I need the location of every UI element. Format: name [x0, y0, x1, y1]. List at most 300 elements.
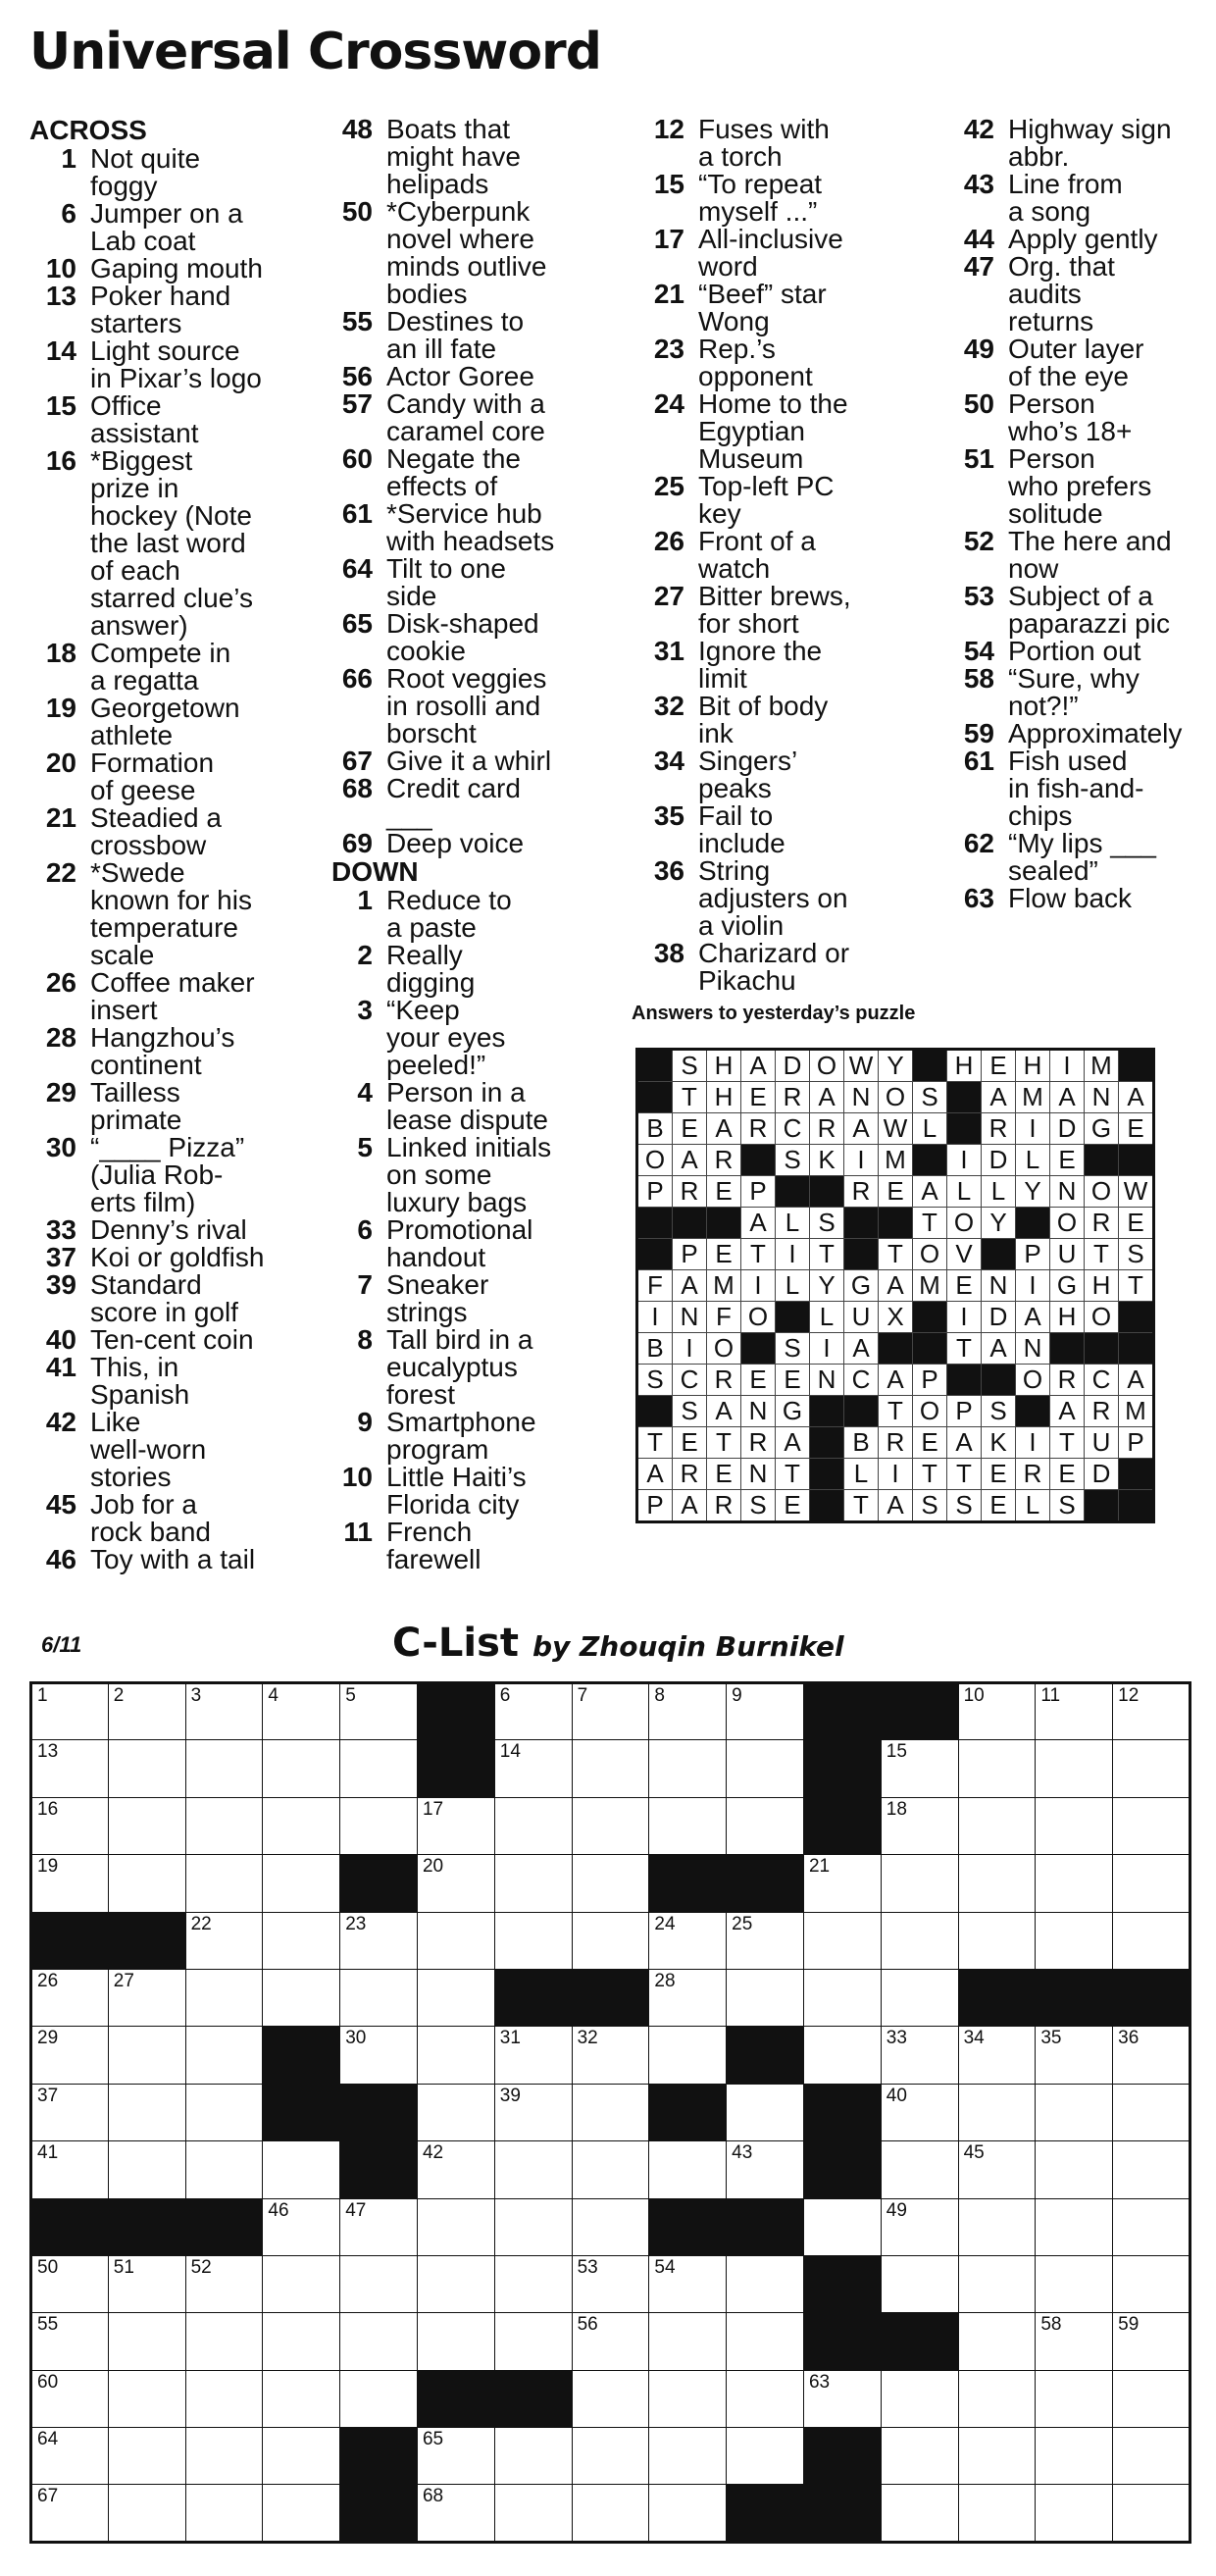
grid-black-cell — [881, 2313, 958, 2370]
clue-text — [386, 1271, 626, 1326]
grid-cell[interactable] — [417, 2313, 494, 2370]
clue — [637, 693, 932, 747]
clue — [331, 1464, 626, 1519]
grid-cell[interactable] — [881, 1912, 958, 1969]
grid-cell[interactable] — [185, 2084, 263, 2140]
grid-cell[interactable] — [1036, 2255, 1113, 2312]
grid-row — [31, 2027, 1191, 2084]
grid-cell[interactable] — [340, 1740, 418, 1797]
clue-number: 8 — [357, 1324, 373, 1355]
grid-cell[interactable] — [1036, 2370, 1113, 2427]
grid-cell[interactable] — [958, 1797, 1036, 1854]
grid-cell[interactable] — [494, 2313, 572, 2370]
grid-cell[interactable] — [881, 1969, 958, 2026]
clue-line: Spanish — [90, 1379, 190, 1410]
grid-cell[interactable] — [263, 2198, 340, 2255]
grid-cell[interactable] — [958, 1855, 1036, 1912]
clue-line: Koi or goldfish — [90, 1242, 265, 1272]
grid-cell[interactable] — [727, 2428, 804, 2485]
clue-text — [90, 447, 314, 640]
grid-cell[interactable] — [31, 2084, 109, 2140]
grid-cell[interactable] — [31, 2370, 109, 2427]
grid-cell[interactable] — [1113, 2485, 1191, 2542]
grid-cell[interactable] — [1036, 2485, 1113, 2542]
grid-cell[interactable] — [417, 2428, 494, 2485]
grid-cell[interactable] — [31, 2313, 109, 2370]
answers-letter-cell: H — [1016, 1050, 1050, 1082]
grid-cell[interactable] — [803, 2027, 881, 2084]
grid-cell[interactable] — [31, 2485, 109, 2542]
grid-cell[interactable] — [494, 1912, 572, 1969]
clue-line: paparazzi pic — [1008, 608, 1170, 639]
grid-cell-number: 12 — [1118, 1685, 1140, 1706]
grid-cell[interactable] — [727, 2370, 804, 2427]
answers-letter-cell: O — [913, 1239, 947, 1270]
grid-cell[interactable] — [263, 2485, 340, 2542]
grid-cell[interactable] — [108, 2428, 185, 2485]
clue-line: Office — [90, 390, 162, 421]
grid-cell[interactable] — [572, 2141, 649, 2198]
clue-text — [90, 1244, 314, 1271]
clue — [331, 747, 626, 775]
answers-black-cell — [810, 1427, 844, 1459]
grid-cell[interactable] — [340, 1912, 418, 1969]
clue-number: 28 — [45, 1022, 76, 1053]
grid-cell[interactable] — [494, 1855, 572, 1912]
grid-cell[interactable] — [727, 2255, 804, 2312]
grid-cell[interactable] — [1036, 2084, 1113, 2140]
answers-letter-cell: G — [1085, 1113, 1119, 1145]
grid-cell[interactable] — [494, 2084, 572, 2140]
clue-line: for short — [698, 608, 799, 639]
answers-row — [637, 1270, 1154, 1302]
grid-cell[interactable] — [1036, 1855, 1113, 1912]
clue — [29, 749, 314, 804]
clue-line: “Sure, why — [1008, 663, 1140, 694]
grid-cell[interactable] — [649, 2313, 727, 2370]
answers-letter-cell: T — [1050, 1427, 1085, 1459]
grid-cell[interactable] — [263, 2428, 340, 2485]
grid-cell[interactable] — [649, 2428, 727, 2485]
grid-black-cell — [108, 2198, 185, 2255]
clue-number: 23 — [653, 334, 684, 364]
grid-cell[interactable] — [727, 2313, 804, 2370]
grid-cell[interactable] — [1036, 2313, 1113, 2370]
grid-cell[interactable] — [1113, 2027, 1191, 2084]
grid-cell[interactable] — [881, 2255, 958, 2312]
clue-line: forest — [386, 1379, 456, 1410]
grid-cell[interactable] — [1036, 1912, 1113, 1969]
grid-cell[interactable] — [958, 2198, 1036, 2255]
grid-cell[interactable] — [340, 2370, 418, 2427]
grid-cell[interactable] — [958, 2313, 1036, 2370]
grid-cell[interactable] — [1113, 1912, 1191, 1969]
grid-cell[interactable] — [727, 1740, 804, 1797]
clue — [637, 802, 932, 857]
grid-cell[interactable] — [958, 2370, 1036, 2427]
grid-cell[interactable] — [1036, 1683, 1113, 1740]
grid-black-cell — [340, 1855, 418, 1912]
grid-cell[interactable] — [31, 2141, 109, 2198]
grid-cell-number: 39 — [499, 2085, 521, 2106]
grid-cell[interactable] — [263, 1683, 340, 1740]
grid-cell[interactable] — [263, 1740, 340, 1797]
grid-cell[interactable] — [1113, 2084, 1191, 2140]
clue-line: cookie — [386, 636, 466, 666]
clue-line: Ten-cent coin — [90, 1324, 254, 1355]
clue-text — [386, 198, 626, 308]
grid-cell[interactable] — [803, 1912, 881, 1969]
answers-letter-cell: M — [707, 1270, 741, 1302]
grid-cell[interactable] — [185, 1683, 263, 1740]
clue — [947, 583, 1214, 638]
grid-cell[interactable] — [108, 1797, 185, 1854]
grid-cell[interactable] — [494, 2255, 572, 2312]
grid-cell[interactable] — [417, 2255, 494, 2312]
grid-cell[interactable] — [881, 2198, 958, 2255]
grid-cell[interactable] — [340, 2255, 418, 2312]
grid-cell[interactable] — [31, 1740, 109, 1797]
grid-cell[interactable] — [881, 1797, 958, 1854]
grid-cell[interactable] — [1036, 2428, 1113, 2485]
grid-cell[interactable] — [263, 1797, 340, 1854]
clue-line: Fish used — [1008, 746, 1128, 776]
clue — [947, 885, 1214, 912]
grid-cell[interactable] — [727, 1969, 804, 2026]
grid-cell[interactable] — [727, 2141, 804, 2198]
grid-cell[interactable] — [1113, 2198, 1191, 2255]
grid-cell[interactable] — [108, 2084, 185, 2140]
clue-number: 37 — [45, 1242, 76, 1272]
grid-cell[interactable] — [1113, 2141, 1191, 2198]
grid-cell[interactable] — [803, 2198, 881, 2255]
grid-cell[interactable] — [1113, 1797, 1191, 1854]
answers-letter-cell: K — [982, 1427, 1016, 1459]
grid-cell[interactable] — [881, 2370, 958, 2427]
grid-cell[interactable] — [958, 2255, 1036, 2312]
clue-line: myself ...” — [698, 196, 818, 227]
clue-line: erts film) — [90, 1187, 196, 1217]
grid-cell[interactable] — [649, 2141, 727, 2198]
grid-cell[interactable] — [958, 2485, 1036, 2542]
clue-number: 56 — [341, 361, 373, 391]
grid-cell[interactable] — [881, 2485, 958, 2542]
grid-cell[interactable] — [340, 2198, 418, 2255]
grid-cell[interactable] — [803, 1855, 881, 1912]
grid-cell[interactable] — [803, 2370, 881, 2427]
clue — [331, 1134, 626, 1216]
crossword-grid — [29, 1681, 1191, 2544]
clue-line: stories — [90, 1462, 172, 1492]
clue-text — [1008, 445, 1214, 528]
clue-number: 29 — [45, 1077, 76, 1108]
grid-cell[interactable] — [31, 2027, 109, 2084]
clue-text — [386, 747, 626, 775]
grid-cell[interactable] — [417, 2485, 494, 2542]
grid-cell[interactable] — [958, 2084, 1036, 2140]
grid-cell[interactable] — [1113, 2428, 1191, 2485]
grid-cell[interactable] — [958, 1912, 1036, 1969]
grid-cell[interactable] — [803, 1969, 881, 2026]
clue-line: with headsets — [386, 526, 555, 556]
clue — [947, 665, 1214, 720]
answers-letter-cell: D — [982, 1145, 1016, 1176]
grid-cell[interactable] — [417, 1912, 494, 1969]
clue-number: 1 — [61, 143, 76, 174]
grid-cell[interactable] — [417, 1855, 494, 1912]
clue-line: Bit of body — [698, 691, 829, 721]
grid-cell[interactable] — [108, 1740, 185, 1797]
grid-cell[interactable] — [31, 2428, 109, 2485]
clue — [947, 335, 1214, 390]
grid-cell[interactable] — [1113, 1740, 1191, 1797]
grid-cell[interactable] — [340, 1969, 418, 2026]
grid-black-cell — [417, 1740, 494, 1797]
grid-row — [31, 1969, 1191, 2026]
grid-cell[interactable] — [649, 2255, 727, 2312]
grid-cell[interactable] — [108, 2141, 185, 2198]
grid-cell[interactable] — [649, 2370, 727, 2427]
answers-letter-cell: R — [741, 1113, 776, 1145]
grid-cell[interactable] — [108, 2370, 185, 2427]
grid-cell[interactable] — [572, 1683, 649, 1740]
clue-line: watch — [698, 553, 771, 584]
grid-cell[interactable] — [1036, 2027, 1113, 2084]
grid-cell[interactable] — [1036, 1740, 1113, 1797]
clue — [331, 775, 626, 830]
grid-cell[interactable] — [572, 2370, 649, 2427]
grid-cell[interactable] — [494, 1683, 572, 1740]
grid-cell[interactable] — [649, 2485, 727, 2542]
grid-cell[interactable] — [417, 2084, 494, 2140]
clue-line: Compete in — [90, 638, 231, 668]
grid-cell[interactable] — [649, 2027, 727, 2084]
grid-cell[interactable] — [1036, 2198, 1113, 2255]
grid-cell[interactable] — [1036, 1797, 1113, 1854]
grid-cell[interactable] — [572, 2027, 649, 2084]
grid-cell[interactable] — [881, 2027, 958, 2084]
clue — [947, 171, 1214, 226]
grid-cell[interactable] — [340, 1683, 418, 1740]
grid-cell[interactable] — [340, 2313, 418, 2370]
grid-cell[interactable] — [1113, 1683, 1191, 1740]
grid-cell[interactable] — [881, 2141, 958, 2198]
grid-cell[interactable] — [649, 1797, 727, 1854]
answers-row — [637, 1239, 1154, 1270]
clue — [637, 335, 932, 390]
answers-letter-cell: R — [707, 1365, 741, 1396]
clue-line: “____ Pizza” — [90, 1132, 245, 1162]
clue-number: 61 — [341, 498, 373, 529]
grid-cell[interactable] — [572, 2485, 649, 2542]
clue-column-4 — [947, 116, 1214, 912]
grid-cell[interactable] — [185, 1797, 263, 1854]
grid-cell[interactable] — [881, 2428, 958, 2485]
grid-cell[interactable] — [881, 2084, 958, 2140]
grid-cell[interactable] — [494, 2485, 572, 2542]
grid-row — [31, 2141, 1191, 2198]
grid-cell[interactable] — [417, 1797, 494, 1854]
grid-cell[interactable] — [494, 2198, 572, 2255]
clue-text — [90, 200, 314, 255]
grid-cell[interactable] — [340, 1797, 418, 1854]
grid-cell[interactable] — [31, 1683, 109, 1740]
grid-cell[interactable] — [572, 1740, 649, 1797]
grid-cell[interactable] — [494, 1740, 572, 1797]
grid-cell[interactable] — [185, 1912, 263, 1969]
grid-cell-number: 23 — [345, 1913, 367, 1934]
answers-letter-cell: O — [913, 1396, 947, 1427]
grid-cell[interactable] — [263, 2313, 340, 2370]
grid-cell[interactable] — [185, 2027, 263, 2084]
grid-cell[interactable] — [31, 2255, 109, 2312]
grid-cell[interactable] — [185, 1740, 263, 1797]
grid-cell[interactable] — [649, 1740, 727, 1797]
grid-row — [31, 1740, 1191, 1797]
answers-letter-cell: C — [844, 1365, 879, 1396]
grid-cell[interactable] — [108, 1683, 185, 1740]
grid-cell[interactable] — [185, 1855, 263, 1912]
grid-cell[interactable] — [494, 2428, 572, 2485]
grid-cell[interactable] — [1113, 1855, 1191, 1912]
grid-cell[interactable] — [185, 2141, 263, 2198]
clue — [637, 171, 932, 226]
grid-cell[interactable] — [958, 1740, 1036, 1797]
grid-cell-number: 31 — [499, 2028, 521, 2049]
grid-cell[interactable] — [572, 1797, 649, 1854]
clue-number: 34 — [653, 746, 684, 776]
clue-number: 27 — [653, 581, 684, 611]
grid-cell[interactable] — [1036, 2141, 1113, 2198]
grid-cell[interactable] — [417, 2198, 494, 2255]
grid-cell[interactable] — [572, 2313, 649, 2370]
grid-cell[interactable] — [494, 2141, 572, 2198]
grid-cell-number: 32 — [577, 2028, 598, 2049]
grid-cell[interactable] — [263, 2370, 340, 2427]
grid-cell[interactable] — [649, 1683, 727, 1740]
grid-cell[interactable] — [1113, 2313, 1191, 2370]
grid-cell[interactable] — [727, 1683, 804, 1740]
grid-cell[interactable] — [108, 1855, 185, 1912]
grid-cell[interactable] — [727, 2084, 804, 2140]
grid-black-cell — [494, 2370, 572, 2427]
grid-cell[interactable] — [185, 2255, 263, 2312]
grid-cell-number: 16 — [37, 1798, 59, 1820]
grid-cell[interactable] — [417, 1969, 494, 2026]
answers-letter-cell: T — [707, 1427, 741, 1459]
grid-cell[interactable] — [958, 2428, 1036, 2485]
clue-line: French — [386, 1517, 473, 1547]
grid-cell-number: 67 — [37, 2486, 59, 2507]
grid-cell[interactable] — [649, 1969, 727, 2026]
grid-cell[interactable] — [572, 2084, 649, 2140]
grid-cell[interactable] — [108, 2313, 185, 2370]
grid-cell[interactable] — [958, 1683, 1036, 1740]
clue-text — [1008, 583, 1214, 638]
answers-black-cell — [637, 1208, 673, 1239]
grid-cell[interactable] — [958, 2141, 1036, 2198]
clue — [637, 473, 932, 528]
grid-cell[interactable] — [417, 2141, 494, 2198]
grid-cell[interactable] — [340, 2027, 418, 2084]
grid-cell[interactable] — [572, 2198, 649, 2255]
clue-text — [90, 1079, 314, 1134]
answers-letter-cell: T — [810, 1239, 844, 1270]
grid-cell[interactable] — [1113, 2370, 1191, 2427]
answers-grid — [635, 1048, 1155, 1523]
grid-cell[interactable] — [572, 1912, 649, 1969]
answers-letter-cell: L — [776, 1270, 810, 1302]
answers-letter-cell: A — [879, 1490, 913, 1522]
grid-cell[interactable] — [185, 2370, 263, 2427]
clue-line: hockey (Note — [90, 500, 252, 531]
grid-cell[interactable] — [263, 1912, 340, 1969]
grid-cell[interactable] — [263, 1855, 340, 1912]
clue-number: 42 — [45, 1407, 76, 1437]
answers-black-cell — [741, 1333, 776, 1365]
grid-row — [31, 1797, 1191, 1854]
clue-number: 19 — [45, 693, 76, 723]
clue-text — [698, 116, 932, 171]
grid-cell[interactable] — [263, 1969, 340, 2026]
grid-cell[interactable] — [494, 2027, 572, 2084]
grid-cell[interactable] — [494, 1797, 572, 1854]
grid-cell-number: 46 — [268, 2199, 289, 2221]
grid-cell[interactable] — [649, 1912, 727, 1969]
grid-cell[interactable] — [727, 1797, 804, 1854]
answers-letter-cell: S — [673, 1396, 707, 1427]
clue-number: 59 — [963, 718, 994, 748]
answers-letter-cell: R — [673, 1176, 707, 1208]
grid-cell-number: 9 — [732, 1685, 742, 1706]
answers-letter-cell: Y — [1016, 1176, 1050, 1208]
grid-cell[interactable] — [263, 2255, 340, 2312]
grid-cell[interactable] — [108, 2485, 185, 2542]
clue-number: 11 — [343, 1517, 373, 1547]
grid-cell[interactable] — [185, 2485, 263, 2542]
grid-black-cell — [803, 2141, 881, 2198]
grid-cell[interactable] — [185, 1969, 263, 2026]
grid-cell[interactable] — [417, 2027, 494, 2084]
grid-cell[interactable] — [185, 2428, 263, 2485]
answers-letter-cell: U — [844, 1302, 879, 1333]
grid-cell[interactable] — [108, 1969, 185, 2026]
clue-text — [698, 473, 932, 528]
grid-cell[interactable] — [31, 1797, 109, 1854]
grid-cell[interactable] — [263, 2141, 340, 2198]
grid-cell[interactable] — [31, 1969, 109, 2026]
grid-cell-number: 54 — [654, 2256, 676, 2278]
answers-letter-cell: W — [844, 1050, 879, 1082]
grid-cell[interactable] — [31, 1855, 109, 1912]
grid-cell[interactable] — [727, 1912, 804, 1969]
clue-line: who prefers — [1008, 471, 1152, 501]
grid-cell[interactable] — [958, 2027, 1036, 2084]
answers-letter-cell: P — [673, 1239, 707, 1270]
grid-cell[interactable] — [185, 2313, 263, 2370]
grid-cell[interactable] — [572, 1855, 649, 1912]
grid-cell[interactable] — [881, 1855, 958, 1912]
answers-letter-cell: L — [913, 1113, 947, 1145]
clue — [947, 226, 1214, 253]
grid-cell[interactable] — [108, 2027, 185, 2084]
clue-line: novel where — [386, 224, 534, 254]
grid-cell[interactable] — [881, 1740, 958, 1797]
grid-cell[interactable] — [572, 2255, 649, 2312]
grid-cell[interactable] — [1113, 2255, 1191, 2312]
grid-cell[interactable] — [108, 2255, 185, 2312]
grid-cell[interactable] — [572, 2428, 649, 2485]
